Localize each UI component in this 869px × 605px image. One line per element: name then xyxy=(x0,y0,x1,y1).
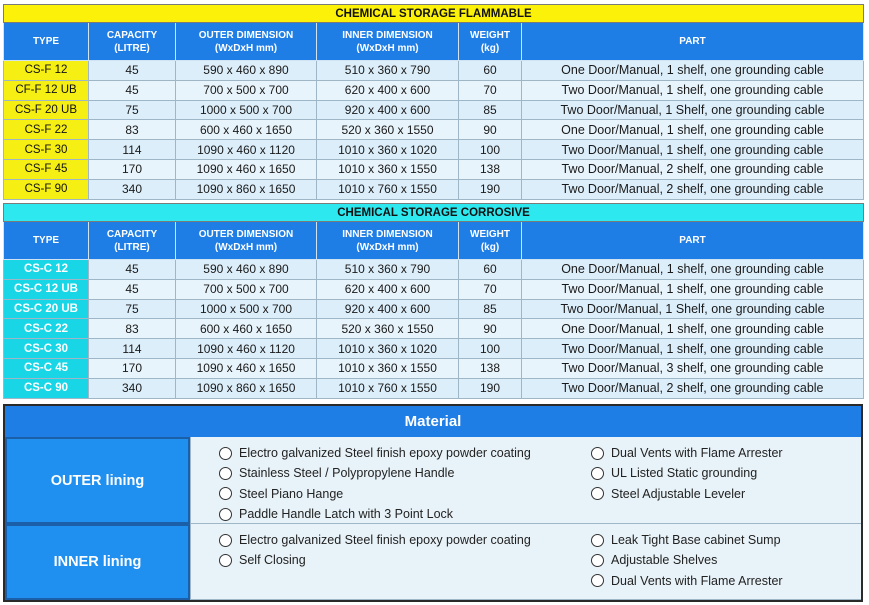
radio-button-icon[interactable] xyxy=(591,554,604,567)
cell-outer: 1000 x 500 x 700 xyxy=(176,299,317,319)
table-row xyxy=(4,358,864,378)
cell-type: CS-F 90 xyxy=(4,179,89,199)
cell-inner: 510 x 360 x 790 xyxy=(317,61,459,81)
radio-button-icon[interactable] xyxy=(591,534,604,547)
cell-outer: 600 x 460 x 1650 xyxy=(176,319,317,339)
radio-button-icon[interactable] xyxy=(219,467,232,480)
column-header-capacity: CAPACITY (LITRE) xyxy=(89,23,176,61)
radio-button-icon[interactable] xyxy=(591,447,604,460)
inner-options-col2 xyxy=(591,530,783,591)
column-header-type: TYPE xyxy=(4,222,89,260)
cell-inner: 520 x 360 x 1550 xyxy=(317,120,459,140)
cell-weight: 60 xyxy=(459,260,522,280)
cell-inner: 520 x 360 x 1550 xyxy=(317,319,459,339)
cell-type: CS-C 12 UB xyxy=(4,279,89,299)
cell-part: One Door/Manual, 1 shelf, one grounding cable xyxy=(522,61,864,81)
flammable-title: CHEMICAL STORAGE FLAMMABLE xyxy=(4,5,864,23)
column-header-part: PART xyxy=(522,23,864,61)
corrosive-title: CHEMICAL STORAGE CORROSIVE xyxy=(4,204,864,222)
material-option[interactable] xyxy=(591,550,783,570)
cell-part: Two Door/Manual, 2 shelf, one grounding cable xyxy=(522,179,864,199)
material-option[interactable] xyxy=(219,504,531,524)
cell-weight: 190 xyxy=(459,378,522,398)
outer-lining-options xyxy=(190,437,861,524)
cell-type: CF-F 12 UB xyxy=(4,80,89,100)
cell-part: Two Door/Manual, 1 shelf, one grounding cable xyxy=(522,279,864,299)
cell-part: Two Door/Manual, 1 shelf, one grounding cable xyxy=(522,140,864,160)
radio-button-icon[interactable] xyxy=(219,447,232,460)
radio-button-icon[interactable] xyxy=(591,487,604,500)
flammable-table xyxy=(3,4,864,200)
cell-capacity: 170 xyxy=(89,159,176,179)
cell-outer: 1090 x 460 x 1120 xyxy=(176,339,317,359)
column-header-inner: INNER DIMENSION (WxDxH mm) xyxy=(317,222,459,260)
cell-outer: 1090 x 460 x 1650 xyxy=(176,159,317,179)
cell-part: Two Door/Manual, 2 shelf, one grounding cable xyxy=(522,378,864,398)
cell-weight: 100 xyxy=(459,140,522,160)
radio-button-icon[interactable] xyxy=(219,508,232,521)
material-option-label: Steel Piano Hange xyxy=(239,486,344,501)
radio-button-icon[interactable] xyxy=(219,554,232,567)
cell-type: CS-C 20 UB xyxy=(4,299,89,319)
material-option-label: Dual Vents with Flame Arrester xyxy=(611,446,783,461)
cell-inner: 920 x 400 x 600 xyxy=(317,299,459,319)
material-option[interactable] xyxy=(591,484,783,504)
material-option[interactable] xyxy=(591,571,783,591)
material-option[interactable] xyxy=(219,530,531,550)
inner-lining-row xyxy=(5,524,861,600)
material-option-label: Stainless Steel / Polypropylene Handle xyxy=(239,466,455,481)
cell-capacity: 75 xyxy=(89,299,176,319)
cell-capacity: 45 xyxy=(89,279,176,299)
cell-type: CS-F 45 xyxy=(4,159,89,179)
material-option-label: Self Closing xyxy=(239,553,306,568)
flammable-header-row xyxy=(4,23,864,61)
corrosive-body xyxy=(4,260,864,399)
material-title: Material xyxy=(5,406,861,437)
material-option-label: Dual Vents with Flame Arrester xyxy=(611,573,783,588)
cell-capacity: 83 xyxy=(89,319,176,339)
cell-capacity: 45 xyxy=(89,61,176,81)
material-option[interactable] xyxy=(219,443,531,463)
column-header-type: TYPE xyxy=(4,23,89,61)
cell-weight: 138 xyxy=(459,159,522,179)
table-row xyxy=(4,120,864,140)
table-row xyxy=(4,260,864,280)
cell-inner: 1010 x 360 x 1550 xyxy=(317,159,459,179)
table-row xyxy=(4,179,864,199)
cell-weight: 60 xyxy=(459,61,522,81)
flammable-body xyxy=(4,61,864,200)
cell-inner: 1010 x 360 x 1020 xyxy=(317,339,459,359)
cell-weight: 70 xyxy=(459,279,522,299)
cell-outer: 1090 x 860 x 1650 xyxy=(176,378,317,398)
outer-lining-label: OUTER lining xyxy=(5,437,190,524)
cell-type: CS-F 30 xyxy=(4,140,89,160)
cell-weight: 85 xyxy=(459,299,522,319)
cell-capacity: 170 xyxy=(89,358,176,378)
table-row xyxy=(4,279,864,299)
cell-part: One Door/Manual, 1 shelf, one grounding cable xyxy=(522,319,864,339)
outer-options-col2 xyxy=(591,443,783,504)
outer-options-col1 xyxy=(219,443,531,524)
cell-type: CS-C 45 xyxy=(4,358,89,378)
cell-type: CS-F 20 UB xyxy=(4,100,89,120)
cell-weight: 190 xyxy=(459,179,522,199)
cell-capacity: 340 xyxy=(89,179,176,199)
material-panel xyxy=(3,404,863,602)
cell-inner: 620 x 400 x 600 xyxy=(317,80,459,100)
cell-outer: 600 x 460 x 1650 xyxy=(176,120,317,140)
cell-weight: 85 xyxy=(459,100,522,120)
table-row xyxy=(4,319,864,339)
cell-capacity: 340 xyxy=(89,378,176,398)
cell-part: One Door/Manual, 1 shelf, one grounding cable xyxy=(522,120,864,140)
radio-button-icon[interactable] xyxy=(591,574,604,587)
table-row xyxy=(4,339,864,359)
cell-part: Two Door/Manual, 1 shelf, one grounding cable xyxy=(522,80,864,100)
cell-outer: 700 x 500 x 700 xyxy=(176,80,317,100)
table-row xyxy=(4,378,864,398)
cell-part: Two Door/Manual, 2 shelf, one grounding cable xyxy=(522,159,864,179)
radio-button-icon[interactable] xyxy=(219,534,232,547)
cell-outer: 1000 x 500 x 700 xyxy=(176,100,317,120)
inner-lining-options xyxy=(190,524,861,600)
cell-type: CS-C 30 xyxy=(4,339,89,359)
column-header-outer: OUTER DIMENSION (WxDxH mm) xyxy=(176,222,317,260)
cell-outer: 1090 x 860 x 1650 xyxy=(176,179,317,199)
cell-part: Two Door/Manual, 1 Shelf, one grounding cable xyxy=(522,299,864,319)
cell-part: Two Door/Manual, 3 shelf, one grounding cable xyxy=(522,358,864,378)
cell-inner: 1010 x 360 x 1550 xyxy=(317,358,459,378)
radio-button-icon[interactable] xyxy=(219,487,232,500)
cell-weight: 100 xyxy=(459,339,522,359)
cell-capacity: 114 xyxy=(89,339,176,359)
column-header-inner: INNER DIMENSION (WxDxH mm) xyxy=(317,23,459,61)
material-option[interactable] xyxy=(219,484,531,504)
material-option-label: Paddle Handle Latch with 3 Point Lock xyxy=(239,507,454,522)
cell-weight: 70 xyxy=(459,80,522,100)
table-row xyxy=(4,61,864,81)
column-header-capacity: CAPACITY (LITRE) xyxy=(89,222,176,260)
cell-outer: 590 x 460 x 890 xyxy=(176,61,317,81)
cell-inner: 510 x 360 x 790 xyxy=(317,260,459,280)
cell-outer: 700 x 500 x 700 xyxy=(176,279,317,299)
cell-inner: 1010 x 760 x 1550 xyxy=(317,378,459,398)
material-option[interactable] xyxy=(591,463,783,483)
cell-weight: 138 xyxy=(459,358,522,378)
cell-inner: 1010 x 360 x 1020 xyxy=(317,140,459,160)
cell-capacity: 75 xyxy=(89,100,176,120)
outer-lining-row xyxy=(5,437,861,524)
cell-type: CS-C 12 xyxy=(4,260,89,280)
cell-part: Two Door/Manual, 1 Shelf, one grounding cable xyxy=(522,100,864,120)
column-header-weight: WEIGHT (kg) xyxy=(459,23,522,61)
column-header-part: PART xyxy=(522,222,864,260)
cell-weight: 90 xyxy=(459,319,522,339)
column-header-outer: OUTER DIMENSION (WxDxH mm) xyxy=(176,23,317,61)
cell-outer: 1090 x 460 x 1120 xyxy=(176,140,317,160)
cell-capacity: 83 xyxy=(89,120,176,140)
cell-type: CS-C 22 xyxy=(4,319,89,339)
table-row xyxy=(4,100,864,120)
corrosive-table xyxy=(3,203,864,399)
material-option-label: Leak Tight Base cabinet Sump xyxy=(611,533,781,548)
material-option[interactable] xyxy=(219,550,531,570)
material-option[interactable] xyxy=(219,463,531,483)
material-option[interactable] xyxy=(591,530,783,550)
cell-part: Two Door/Manual, 1 shelf, one grounding cable xyxy=(522,339,864,359)
cell-inner: 620 x 400 x 600 xyxy=(317,279,459,299)
cell-part: One Door/Manual, 1 shelf, one grounding cable xyxy=(522,260,864,280)
inner-options-col1 xyxy=(219,530,531,571)
material-option-label: Adjustable Shelves xyxy=(611,553,718,568)
cell-type: CS-C 90 xyxy=(4,378,89,398)
table-row xyxy=(4,80,864,100)
column-header-weight: WEIGHT (kg) xyxy=(459,222,522,260)
cell-outer: 1090 x 460 x 1650 xyxy=(176,358,317,378)
material-option-label: UL Listed Static grounding xyxy=(611,466,758,481)
table-row xyxy=(4,159,864,179)
cell-capacity: 114 xyxy=(89,140,176,160)
table-row xyxy=(4,299,864,319)
cell-inner: 1010 x 760 x 1550 xyxy=(317,179,459,199)
cell-inner: 920 x 400 x 600 xyxy=(317,100,459,120)
cell-outer: 590 x 460 x 890 xyxy=(176,260,317,280)
table-row xyxy=(4,140,864,160)
corrosive-header-row xyxy=(4,222,864,260)
material-option-label: Electro galvanized Steel finish epoxy powder coating xyxy=(239,446,531,461)
radio-button-icon[interactable] xyxy=(591,467,604,480)
cell-type: CS-F 12 xyxy=(4,61,89,81)
material-option[interactable] xyxy=(591,443,783,463)
cell-type: CS-F 22 xyxy=(4,120,89,140)
cell-capacity: 45 xyxy=(89,80,176,100)
cell-weight: 90 xyxy=(459,120,522,140)
inner-lining-label: INNER lining xyxy=(5,524,190,600)
material-option-label: Electro galvanized Steel finish epoxy powder coating xyxy=(239,533,531,548)
cell-capacity: 45 xyxy=(89,260,176,280)
material-option-label: Steel Adjustable Leveler xyxy=(611,486,746,501)
